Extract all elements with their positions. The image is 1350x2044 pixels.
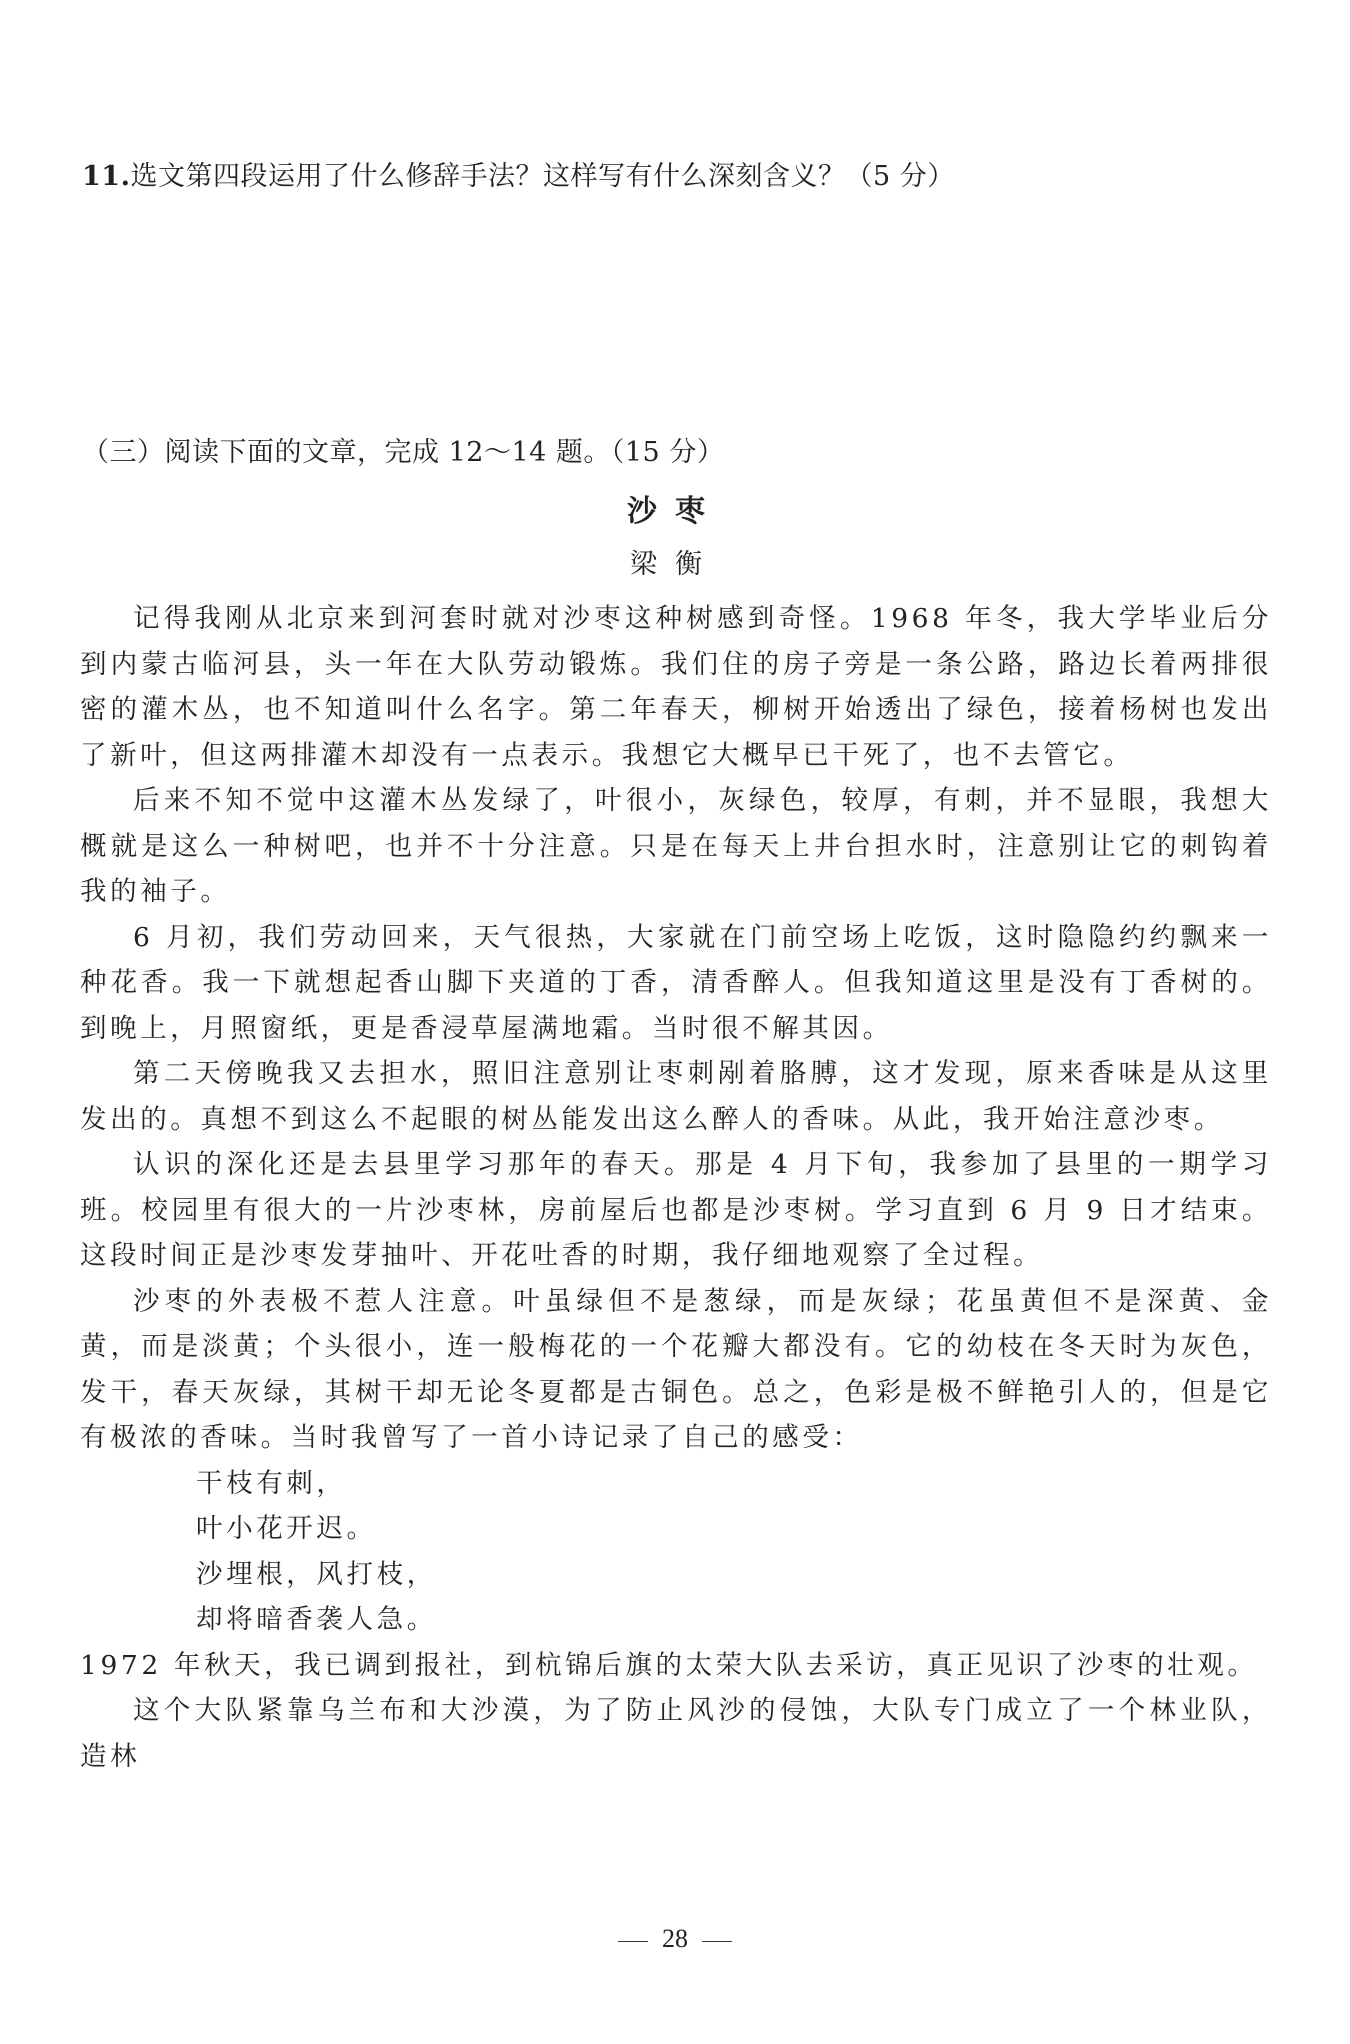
paragraph: 第二天傍晚我又去担水，照旧注意别让枣刺剐着胳膊，这才发现，原来香味是从这里发出的。真想不到这么不起眼的树丛能发出这么醉人的香味。从此，我开始注意沙枣。: [80, 1058, 1272, 1135]
paragraph: 记得我刚从北京来到河套时就对沙枣这种树感到奇怪。1968 年冬，我大学毕业后分到内蒙古临河县，头一年在大队劳动锻炼。我们住的房子旁是一条公路，路边长着两排很密的灌木丛，也不知道叫什么名字。第二年春天，柳树开始透出了绿色，接着杨树也发出了新叶，但这两排灌木却没有一点表示。我想它大概早已干死了，也不去管它。: [80, 603, 1272, 771]
article-body: [80, 596, 1272, 1779]
paragraph: 沙枣的外表极不惹人注意。叶虽绿但不是葱绿，而是灰绿；花虽黄但不是深黄、金黄，而是淡黄；个头很小，连一般梅花的一个花瓣大都没有。它的幼枝在冬天时为灰色，发干，春天灰绿，其树干却无论冬夏都是古铜色。总之，色彩是极不鲜艳引人的，但是它有极浓的香味。当时我曾写了一首小诗记录了自己的感受：: [80, 1285, 1272, 1453]
answer-space: [82, 210, 1272, 420]
paragraph: 后来不知不觉中这灌木丛发绿了，叶很小，灰绿色，较厚，有刺，并不显眼，我想大概就是这么一种树吧，也并不十分注意。只是在每天上井台担水时，注意别让它的刺钩着我的袖子。: [80, 785, 1272, 907]
poem: [80, 1461, 1272, 1643]
section-heading: （三）阅读下面的文章，完成 12～14 题。（15 分）: [82, 437, 725, 468]
page-number-text: 28: [662, 1924, 688, 1953]
poem-line: 却将暗香袭人急。: [196, 1604, 437, 1635]
paragraph: 认识的深化还是去县里学习那年的春天。那是 4 月下旬，我参加了县里的一期学习班。校园里有很大的一片沙枣林，房前屋后也都是沙枣树。学习直到 6 月 9 日才结束。这段时间正是沙枣发芽抽叶、开花吐香的时期，我仔细地观察了全过程。: [80, 1149, 1272, 1271]
article-title: 沙枣: [627, 494, 723, 529]
question-number: 11.: [82, 161, 131, 192]
poem-line: 叶小花开迟。: [196, 1513, 377, 1544]
paragraph: 这个大队紧靠乌兰布和大沙漠，为了防止风沙的侵蚀，大队专门成立了一个林业队，造林: [80, 1695, 1272, 1772]
poem-line: 干枝有刺，: [196, 1467, 347, 1499]
page-number: [0, 1924, 1350, 1954]
poem-line: 沙埋根，风打枝，: [196, 1558, 437, 1590]
paragraph: 6 月初，我们劳动回来，天气很热，大家就在门前空场上吃饭，这时隐隐约约飘来一种花香。我一下就想起香山脚下夹道的丁香，清香醉人。但我知道这里是没有丁香树的。到晚上，月照窗纸，更是香浸草屋满地霜。当时很不解其因。: [80, 921, 1272, 1044]
page-number-dash-left: [618, 1941, 648, 1942]
paragraph: 1972 年秋天，我已调到报社，到杭锦后旗的太荣大队去采访，真正见识了沙枣的壮观。: [80, 1649, 1258, 1681]
article-author: 梁衡: [630, 549, 720, 580]
question-11: [82, 154, 955, 193]
question-text: 选文第四段运用了什么修辞手法？这样写有什么深刻含义？（5 分）: [130, 161, 955, 192]
page-number-dash-right: [702, 1941, 732, 1942]
